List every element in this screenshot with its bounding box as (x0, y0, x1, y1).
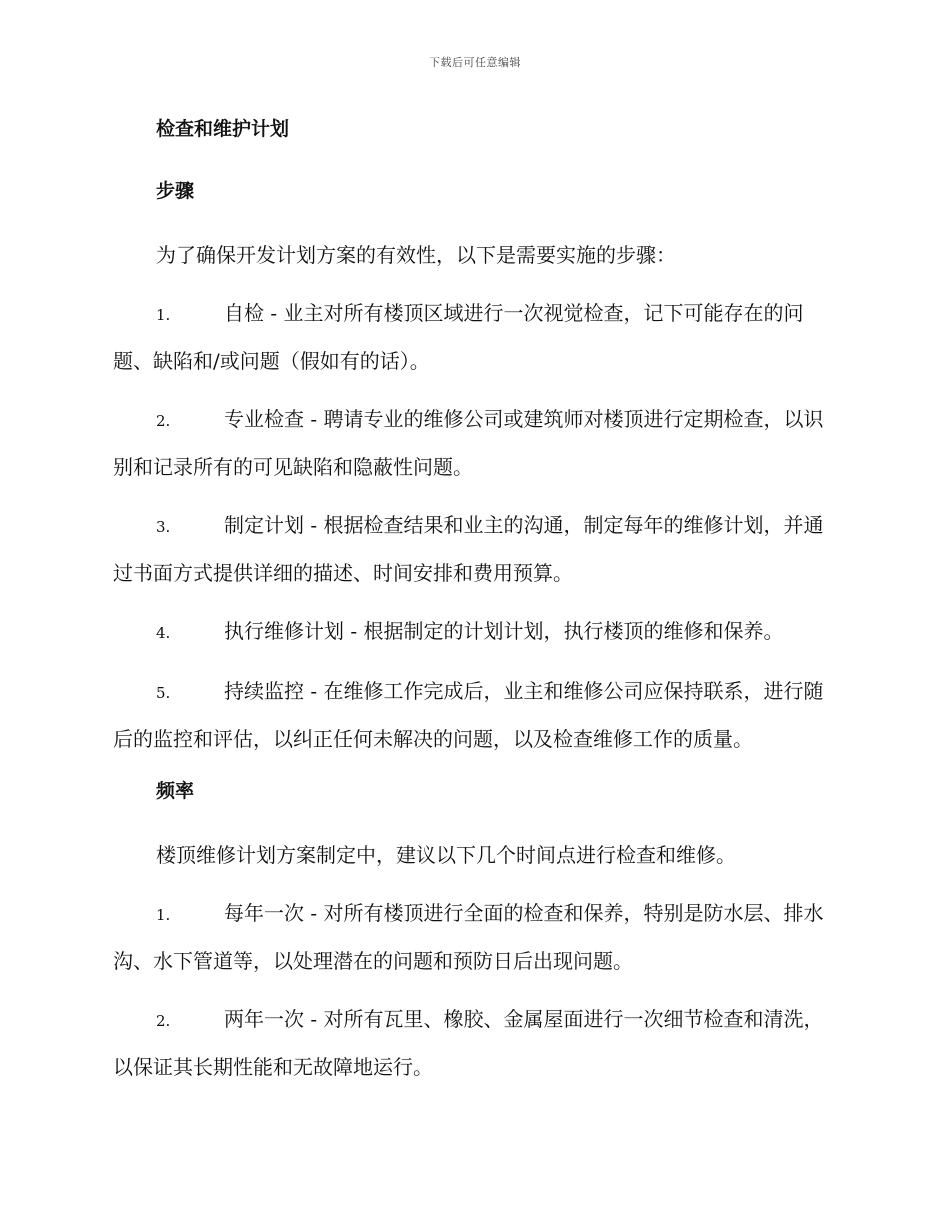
list-number: 1. (156, 906, 171, 924)
list-number: 2. (156, 1012, 171, 1030)
document-body (113, 112, 833, 1102)
list-text: 执行维修计划 - 根据制定的计划计划，执行楼顶的维修和保养。 (224, 619, 784, 643)
list-item (113, 668, 833, 762)
list-item (113, 608, 833, 656)
list-text: 持续监控 - 在维修工作完成后，业主和维修公司应保持联系，进行随后的监控和评估，以纠正任何未解决的问题，以及检查维修工作的质量。 (113, 679, 824, 751)
list-number: 3. (156, 518, 171, 536)
frequency-intro: 楼顶维修计划方案制定中，建议以下几个时间点进行检查和维修。 (156, 843, 736, 867)
list-text: 制定计划 - 根据检查结果和业主的沟通，制定每年的维修计划，并通过书面方式提供详细的描述、时间安排和费用预算。 (113, 513, 824, 585)
frequency-heading: 频率 (156, 780, 195, 802)
steps-heading: 步骤 (156, 180, 195, 202)
steps-intro: 为了确保开发计划方案的有效性，以下是需要实施的步骤： (156, 243, 676, 267)
list-item (113, 290, 833, 384)
list-text: 专业检查 - 聘请专业的维修公司或建筑师对楼顶进行定期检查，以识别和记录所有的可见缺陷和隐蔽性问题。 (113, 407, 824, 479)
list-item (113, 996, 833, 1090)
list-number: 2. (156, 412, 171, 430)
list-item (113, 890, 833, 984)
list-text: 两年一次 - 对所有瓦里、橡胶、金属屋面进行一次细节检查和清洗，以保证其长期性能和无故障地运行。 (113, 1007, 824, 1079)
document-title: 检查和维护计划 (156, 118, 290, 140)
list-item (113, 396, 833, 490)
list-text: 自检 - 业主对所有楼顶区域进行一次视觉检查，记下可能存在的问题、缺陷和/或问题（假如有的话）。 (113, 301, 804, 373)
header-note: 下载后可任意编辑 (429, 56, 521, 69)
list-item (113, 502, 833, 596)
list-number: 4. (156, 624, 171, 642)
list-text: 每年一次 - 对所有楼顶进行全面的检查和保养，特别是防水层、排水沟、水下管道等，以处理潜在的问题和预防日后出现问题。 (113, 901, 824, 973)
list-number: 5. (156, 684, 171, 702)
list-number: 1. (156, 306, 171, 324)
